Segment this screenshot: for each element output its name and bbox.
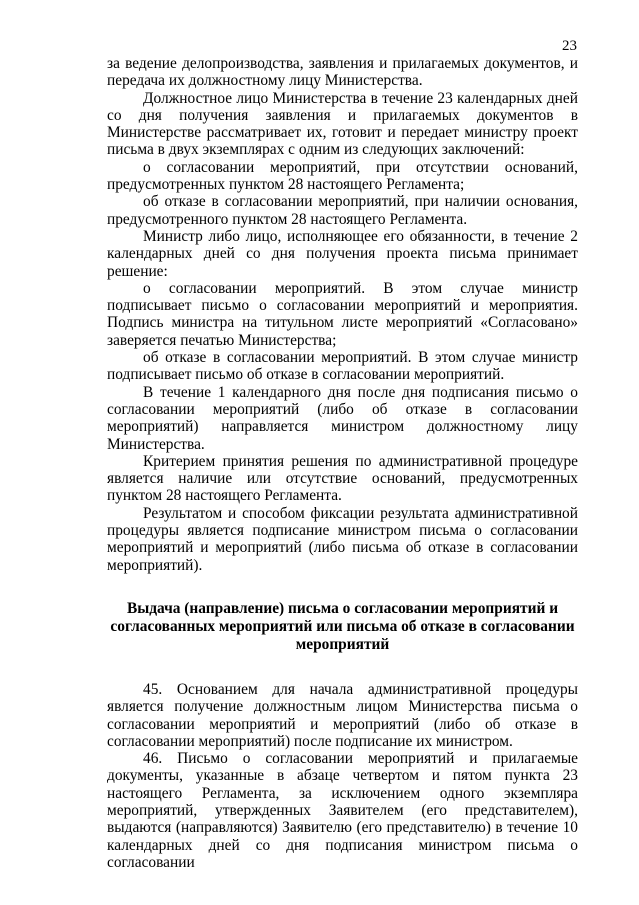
- page-number: 23: [562, 38, 577, 54]
- paragraph: об отказе в согласовании мероприятий. В этом случае министр подписывает письмо об отказе в согласовании мероприятий.: [107, 349, 578, 384]
- paragraph: об отказе в согласовании мероприятий, при наличии основания, предусмотренного пунктом 28 настоящего Регламента.: [107, 193, 578, 228]
- paragraph: 46. Письмо о согласовании мероприятий и прилагаемые документы, указанные в абзаце четвертом и пятом пункта 23 настоящего Регламента, за исключением одного экземпляра мероприятий, утвержденных Заявителем (его представителем), выдаются (направляются) Заявителю (его представителю) в течение 10 календарных дней со дня подписания министром письма о согласовании: [107, 750, 578, 871]
- paragraphs-before-heading: [107, 55, 578, 574]
- paragraph: 45. Основанием для начала административной процедуры является получение должностным лицом Министерства письма о согласовании мероприятий и мероприятий (либо об отказе в согласовании мероприятий) после подписание их министром.: [107, 680, 578, 750]
- paragraph: о согласовании мероприятий, при отсутствии оснований, предусмотренных пунктом 28 настоящего Регламента;: [107, 158, 578, 194]
- paragraph: Министр либо лицо, исполняющее его обязанности, в течение 2 календарных дней со дня получения проекта письма принимает решение:: [107, 227, 578, 280]
- paragraph: Результатом и способом фиксации результата административной процедуры является подписание министром письма о согласовании мероприятий и мероприятий (либо письма об отказе в согласовании мероприятий).: [107, 504, 578, 574]
- paragraph: Должностное лицо Министерства в течение 23 календарных дней со дня получения заявления и прилагаемых документов в Министерстве рассматривает их, готовит и передает министру проект письма в двух экземплярах с одним из следующих заключений:: [107, 89, 578, 159]
- paragraph: В течение 1 календарного дня после дня подписания письмо о согласовании мероприятий (либо об отказе в согласовании мероприятий) направляется министром должностному лицу Министерства.: [107, 383, 578, 453]
- paragraph: о согласовании мероприятий. В этом случае министр подписывает письмо о согласовании мероприятий и мероприятия. Подпись министра на титульном листе мероприятий «Согласовано» заверяется печатью Министерства;: [107, 279, 578, 349]
- document-body: [107, 55, 578, 871]
- paragraphs-after-heading: [107, 681, 578, 871]
- paragraph: Критерием принятия решения по административной процедуре является наличие или отсутствие оснований, предусмотренных пунктом 28 настоящего Регламента.: [107, 452, 578, 505]
- paragraph: за ведение делопроизводства, заявления и прилагаемых документов, и передача их должностному лицу Министерства.: [107, 55, 578, 90]
- section-heading: Выдача (направление) письма о согласовании мероприятий и согласованных мероприятий или письма об отказе в согласовании мероприятий: [110, 599, 575, 653]
